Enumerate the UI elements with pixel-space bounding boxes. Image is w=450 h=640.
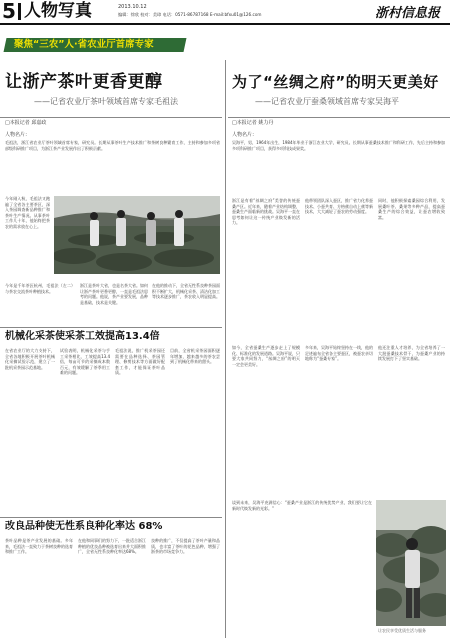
right-col3-body: 同时，他积极探索桑园综合利用，发展桑叶茶、桑果等多种产品，提高蚕桑生产的综合效益，让蚕农增收致富。: [378, 198, 445, 220]
footer-signature: 让农民享受优质生活与服务: [378, 628, 426, 633]
right-col2-more: 多年来，吴海平始终坚持在一线，他的足迹遍布全省各主要蚕区，被蚕农亲切地称为“蚕桑专家”。: [305, 345, 373, 362]
left-headline-3: 改良品种使无性系良种化率达 68%: [5, 521, 163, 532]
right-byline: □本报记者 姚力丹: [232, 120, 274, 126]
left2-col3: 毛祖法说，推广机采茶园还需要在品种选择、茶园管理、修剪技术等方面做好配套工作，才能保证茶叶品质。: [115, 348, 165, 376]
section-divider-bar: [18, 3, 21, 20]
left2-col4: 目前，全省机采茶园面积逐年增加，越来越多的茶农尝到了机械化带来的甜头。: [170, 348, 220, 365]
mulberry-field-photo: [376, 500, 446, 626]
column-divider: [225, 60, 226, 638]
banner-label: 聚焦“三农”人·省农业厅首席专家: [14, 39, 154, 50]
right-headline: 为了“丝绸之府”的明天更美好: [232, 73, 439, 91]
section-title: 人物写真: [24, 1, 92, 21]
left-col1-body: 今年刚入秋，毛祖法又跑遍了全省各主要茶区，深入茶园调查新品种推广和茶叶生产情况。从事茶叶工作几十年，他始终把茶农的需求放在心上。: [5, 196, 50, 229]
left-col2-body: 浙江是茶叶大省，也是名茶大省。如何让浙产茶叶更香更醇，一直是毛祖法思考的问题。他说，茶产业要发展，品种是基础，技术是关键。: [80, 283, 148, 305]
page-header: [0, 0, 450, 24]
left2-col1: 在省农业厅的大力支持下，全省各地积极开展茶叶机械化采摘试验示范，建立了一批机采茶园示范基地。: [5, 348, 55, 370]
editor-line: 编辑：徐欣 校对：美璋 电话：0571-86787168 E-mail:bfxu01@126.com: [118, 12, 262, 17]
masthead-logo: 浙村信息报: [375, 6, 441, 21]
left3-col2: 在他和同事们的努力下，一批适合浙江种植的优良品种被选育出来并大面积推广，全省无性系良种化率达68%。: [78, 538, 146, 555]
left2-col2: 试验表明，机械化采茶与手工采茶相比，工效提高13.4倍，每亩可节约采摘成本数百元，有效缓解了茶季用工难的问题。: [60, 348, 110, 376]
left-headline-2: 机械化采茶使采茶工效提高13.4倍: [5, 331, 160, 342]
header-rule: [0, 23, 450, 25]
left-section3-rule: [0, 517, 222, 518]
left-col3-body: 在他的推动下，全省无性系良种茶园面积不断扩大，机械化采茶、清洁化加工等技术逐步推广，茶农收入明显提高。: [152, 283, 220, 300]
right-col1-more: 如今，全省蚕桑生产逐步走上了规模化、标准化的发展道路。吴海平说，只要大家共同努力，“丝绸之府”的明天一定会更美好。: [232, 345, 300, 367]
right-col3-more: 他还注重人才培养，为全省培养了一大批蚕桑技术骨干，为蚕桑产业的持续发展打下了坚实基础。: [378, 345, 445, 362]
tea-field-photo: [54, 196, 220, 274]
left-photo-caption: 今年是千年茶匠杭州，毛祖法（左二）与茶农交流茶叶种植技术。: [5, 283, 75, 294]
page-number: 5: [2, 0, 16, 23]
left-subhead: ——记省农业厅茶叶领域首席专家毛祖法: [34, 97, 178, 106]
left-lead: 毛祖法，浙江省农业厅茶叶领域首席专家，研究员。长期从事茶叶生产技术推广和茶树良种繁育工作，主持和参加多项省部级科研推广项目，为浙江茶产业发展作出了积极贡献。: [5, 140, 220, 151]
right-lead: 吴海平，男，1964年出生，1984年毕业于浙江农业大学，研究员。长期从事蚕桑技术推广和科研工作，先后主持和参加多项科研推广项目，获得多项科技成果奖。: [232, 140, 445, 151]
left3-col3: 良种的推广，不仅提高了茶叶产量和品质，也丰富了茶叶的花色品种，增强了浙茶的市场竞争力。: [151, 538, 220, 555]
right-col-tail: 谈到未来，吴海平充满信心：“蚕桑产业是浙江的传统优势产业，我们要让它在新时代焕发新的光彩。”: [232, 500, 372, 511]
right-byline-rule: [228, 117, 450, 118]
left-headline: 让浙产茶叶更香更醇: [5, 72, 163, 92]
left-profile-label: 人物名片：: [5, 132, 31, 138]
left-byline-rule: [0, 117, 222, 118]
right-profile-label: 人物名片：: [232, 132, 258, 138]
right-col2-body: 他带领团队深入蚕区，推广省力化养蚕技术、小蚕共育、方格蔟自动上蔟等新技术，大大减轻了蚕农的劳动强度。: [305, 198, 373, 215]
left-byline: □本报记者 邱嘉政: [5, 120, 47, 126]
date-line: 2013.10.12: [118, 4, 147, 10]
right-subhead: ——记省农业厅蚕桑领域首席专家吴海平: [255, 97, 399, 106]
left-section2-rule: [0, 327, 222, 328]
right-col1-body: 浙江是有着“丝绸之府”美誉的传统蚕桑产区。近年来，随着产业结构调整，蚕桑生产面临新的挑战。吴海平一直在思考如何让这一传统产业焕发新的活力。: [232, 198, 300, 226]
left3-col1: 茶叶品种是茶产业发展的基础。多年来，毛祖法一直致力于茶树良种的选育和推广工作。: [5, 538, 73, 555]
